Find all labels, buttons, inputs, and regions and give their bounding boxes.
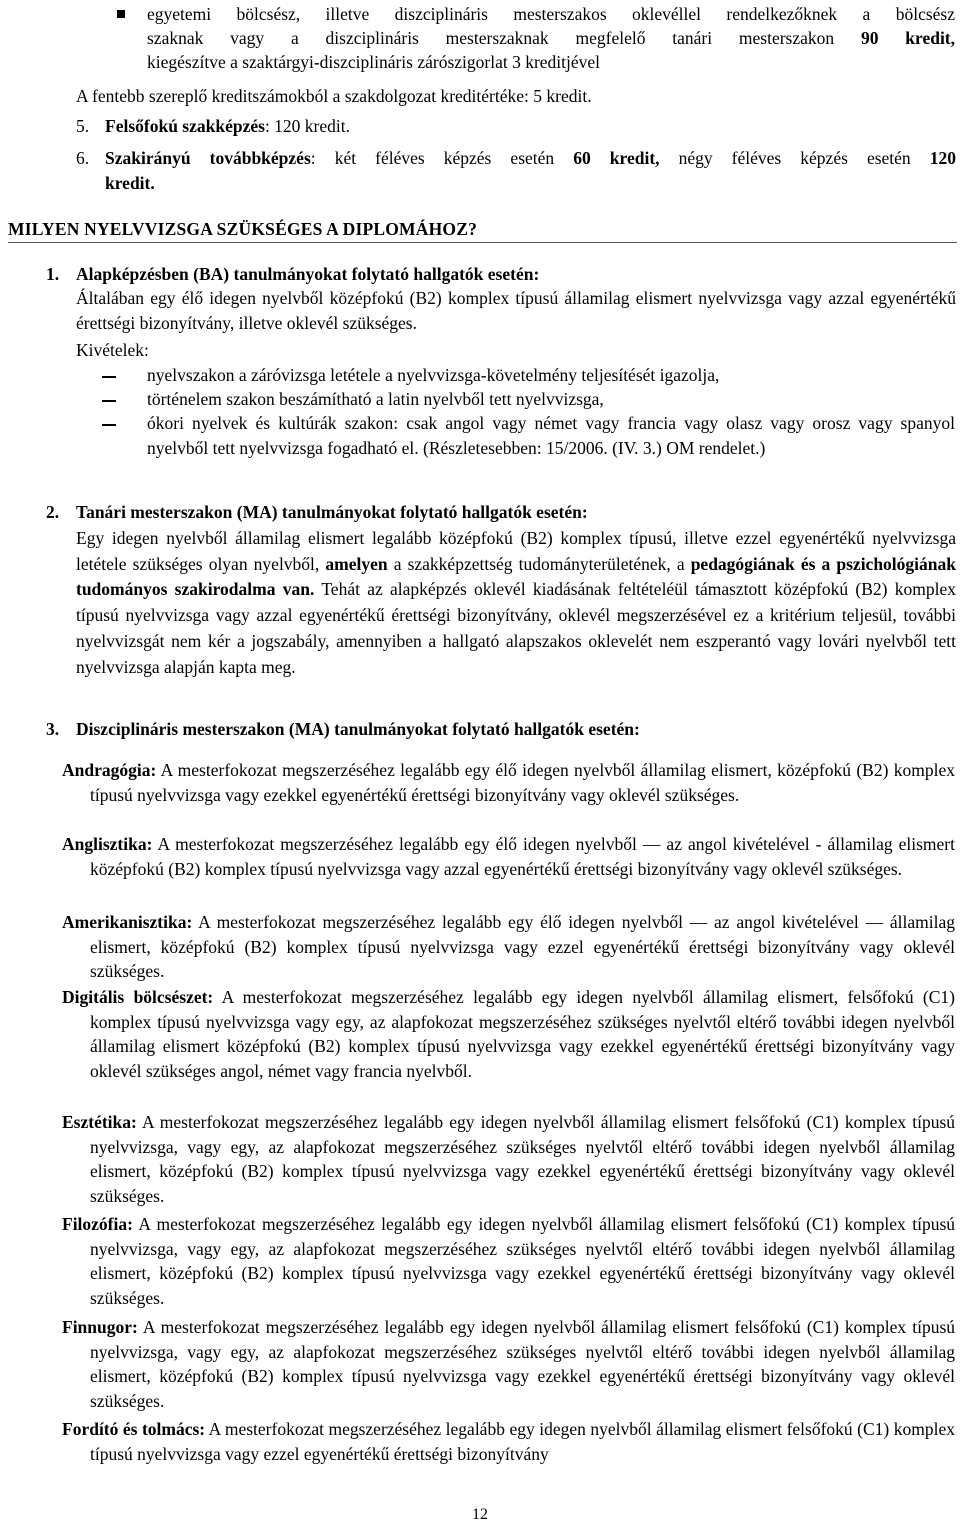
program-finnugor: [62, 1315, 955, 1413]
item-6-text2: négy féléves képzés esetén: [659, 148, 930, 168]
program-fordito-es-tolmacs: [62, 1417, 955, 1466]
program-text: A mesterfokozat megszerzéséhez legalább egy élő idegen nyelvből — az angol kivételével — államilag elismert, középfokú (B2) komplex típusú nyelvvizsga vagy ezzel egyenértékű érettségi bizonyítvány vagy oklevél szükséges.: [90, 912, 955, 981]
item-5-number: 5.: [76, 116, 90, 136]
top-item-line2-bold: 90 kredit,: [860, 28, 956, 48]
page-number: 12: [472, 1506, 488, 1523]
program-text: A mesterfokozat megszerzéséhez legalább egy idegen nyelvből államilag elismert felsőfokú (C1) komplex típusú nyelvvizsga vagy ezzel egyenértékű érettségi bizonyítvány: [90, 1419, 955, 1464]
item-5: [76, 114, 956, 139]
ma-teacher-text3: Tehát az alapképzés oklevél kiadásának feltételéül támasztott középfokú (B2) komplex típusú nyelvvizsga vagy azzal egyenértékű érettségi bizonyítvány, oklevél megszerzésével ez a kritérium teljesül, további nyelvvizsgát nem kér a jogszabály, amennyiben a hallgató alapszakos oklevelét nem eszperantó vagy lovári nyelvből tett nyelvvizsga alapján kapta meg.: [76, 579, 957, 677]
item-6-label: Szakirányú továbbképzés: [105, 148, 311, 168]
ba-exception-3: ókori nyelvek és kultúrák szakon: csak angol vagy német vagy francia vagy olasz vagy orosz vagy spanyol nyelvből tett nyelvvizsga fogadható el. (Részletesebben: 15/2006. (IV. 3.) OM rendelet.): [147, 413, 955, 458]
program-text: A mesterfokozat megszerzéséhez legalább egy élő idegen nyelvből államilag elismert, középfokú (B2) komplex típusú nyelvvizsga vagy ezekkel egyenértékű érettségi bizonyítvány vagy oklevél szükséges.: [90, 760, 955, 805]
ma-teacher-text2: a szakképzettség tudományterületének, a: [387, 553, 691, 574]
item-6-bold2: 120: [929, 148, 956, 168]
ba-exception-1: nyelvszakon a záróvizsga letétele a nyelvvizsga-követelmény teljesítését igazolja,: [147, 365, 720, 385]
item-5-label: Felsőfokú szakképzés: [105, 116, 265, 136]
item-6: [76, 146, 956, 195]
ba-number: 1.: [46, 264, 60, 284]
item-6-bold3: kredit.: [105, 172, 155, 193]
ma-teacher-bold2: pedagógiának és a pszichológiának tudományos szakirodalma van.: [76, 553, 956, 600]
program-label: Digitális bölcsészet:: [62, 987, 214, 1007]
item-5-text: : 120 kredit.: [264, 116, 350, 136]
ma-disc-number: 3.: [46, 719, 60, 739]
item-6-line2: [76, 171, 956, 196]
ba-general: Általában egy élő idegen nyelvből középfokú (B2) komplex típusú államilag elismert nyelvvizsga vagy azzal egyenértékű érettségi bizonyítvány, illetve oklevél szükséges.: [76, 288, 956, 333]
top-item-line1: egyetemi bölcsész, illetve diszciplináris mesterszakos oklevéllel rendelkezőknek a bölcsész: [147, 4, 955, 24]
dash-marker: [102, 424, 116, 426]
dash-marker: [102, 400, 116, 402]
program-text: A mesterfokozat megszerzéséhez legalább egy élő idegen nyelvből — az angol kivételével - államilag elismert középfokú (B2) komplex típusú nyelvvizsga vagy azzal egyenértékű érettségi bizonyítvány vagy oklevél szükséges.: [90, 834, 955, 879]
ma-teacher-bold1: amelyen: [325, 553, 388, 574]
ma-teacher-section: [0, 500, 960, 700]
ba-heading-row: [46, 262, 956, 287]
top-item-line3: kiegészítve a szaktárgyi-diszciplináris zárószigorlat 3 kreditjével: [147, 52, 601, 72]
program-label: Esztétika:: [62, 1112, 137, 1132]
item-6-line1: [76, 146, 956, 171]
program-text: A mesterfokozat megszerzéséhez legalább egy idegen nyelvből államilag elismert felsőfokú (C1) komplex típusú nyelvvizsga, vagy egy, az alapfokozat megszerzéséhez szükséges nyelvtől eltérő további idegen nyelvből államilag elismert, középfokú (B2) komplex típusú nyelvvizsga vagy ezekkel egyenértékű érettségi bizonyítvány vagy oklevél szükséges.: [90, 1112, 955, 1206]
program-filozofia: [62, 1212, 955, 1310]
program-label: Andragógia:: [62, 760, 157, 780]
program-label: Filozófia:: [62, 1214, 133, 1234]
ma-teacher-heading-row: [46, 500, 956, 525]
ma-teacher-text1: Egy idegen nyelvből államilag elismert legalább középfokú (B2) komplex típusú, illetve ezzel egyenértékű nyelvvizsga letétele szükséges olyan nyelvből,: [76, 528, 956, 574]
ma-disc-heading: Diszciplináris mesterszakon (MA) tanulmányokat folytató hallgatók esetén:: [76, 719, 640, 739]
item-6-text1: : két féléves képzés esetén: [310, 148, 574, 168]
ma-teacher-heading: Tanári mesterszakon (MA) tanulmányokat folytató hallgatók esetén:: [76, 502, 588, 522]
ma-disc-heading-row: [46, 717, 956, 742]
program-esztetika: [62, 1110, 955, 1208]
section-heading: MILYEN NYELVVIZSGA SZÜKSÉGES A DIPLOMÁHOZ?: [8, 219, 478, 239]
program-digitalis-bolcseszet: [62, 985, 955, 1083]
ba-exception-2: történelem szakon beszámítható a latin nyelvből tett nyelvvizsga,: [147, 389, 604, 409]
top-bullet-item: [0, 2, 960, 74]
dash-marker: [102, 376, 116, 378]
program-text: A mesterfokozat megszerzéséhez legalább egy idegen nyelvből államilag elismert felsőfokú (C1) komplex típusú nyelvvizsga, vagy egy, az alapfokozat megszerzéséhez szükséges nyelvtől eltérő további idegen nyelvből államilag elismert, középfokú (B2) komplex típusú nyelvvizsga vagy ezekkel egyenértékű érettségi bizonyítvány vagy oklevél szükséges.: [90, 1214, 955, 1308]
bullet-marker: [117, 10, 125, 18]
ma-teacher-body: [76, 526, 956, 680]
ba-exceptions-label: Kivételek:: [76, 340, 149, 360]
ma-teacher-number: 2.: [46, 502, 60, 522]
ba-heading: Alapképzésben (BA) tanulmányokat folytató hallgatók esetén:: [76, 264, 540, 284]
program-label: Finnugor:: [62, 1317, 138, 1337]
top-item-line2-text: szaknak vagy a diszciplináris mesterszaknak megfelelő tanári mesterszakon: [147, 28, 861, 48]
program-anglisztika: [62, 832, 955, 881]
item-6-bold1: 60 kredit,: [573, 148, 660, 168]
top-item-line2: [147, 26, 955, 51]
thesis-credit-note: A fentebb szereplő kreditszámokból a szakdolgozat kreditértéke: 5 kredit.: [76, 86, 592, 106]
program-label: Fordító és tolmács:: [62, 1419, 206, 1439]
program-amerikanisztika: [62, 910, 955, 984]
item-6-number: 6.: [76, 148, 90, 168]
program-text: A mesterfokozat megszerzéséhez legalább egy idegen nyelvből államilag elismert felsőfokú (C1) komplex típusú nyelvvizsga, vagy egy, az alapfokozat megszerzéséhez szükséges nyelvtől eltérő további idegen nyelvből államilag elismert, középfokú (B2) komplex típusú nyelvvizsga vagy ezekkel egyenértékű érettségi bizonyítvány vagy oklevél szükséges.: [90, 1317, 955, 1411]
program-andragogia: [62, 758, 955, 807]
program-label: Amerikanisztika:: [62, 912, 193, 932]
heading-underline: [8, 242, 957, 243]
ba-section: [0, 262, 960, 492]
program-label: Anglisztika:: [62, 834, 153, 854]
program-text: A mesterfokozat megszerzéséhez legalább egy idegen nyelvből államilag elismert, felsőfokú (C1) komplex típusú nyelvvizsga vagy egy, az alapfokozat megszerzéséhez szükséges nyelvtől eltérő további idegen nyelvből államilag elismert középfokú (B2) komplex típusú nyelvvizsga vagy ezekkel egyenértékű érettségi bizonyítvány vagy oklevél szükséges angol, német vagy francia nyelvből.: [90, 987, 955, 1081]
